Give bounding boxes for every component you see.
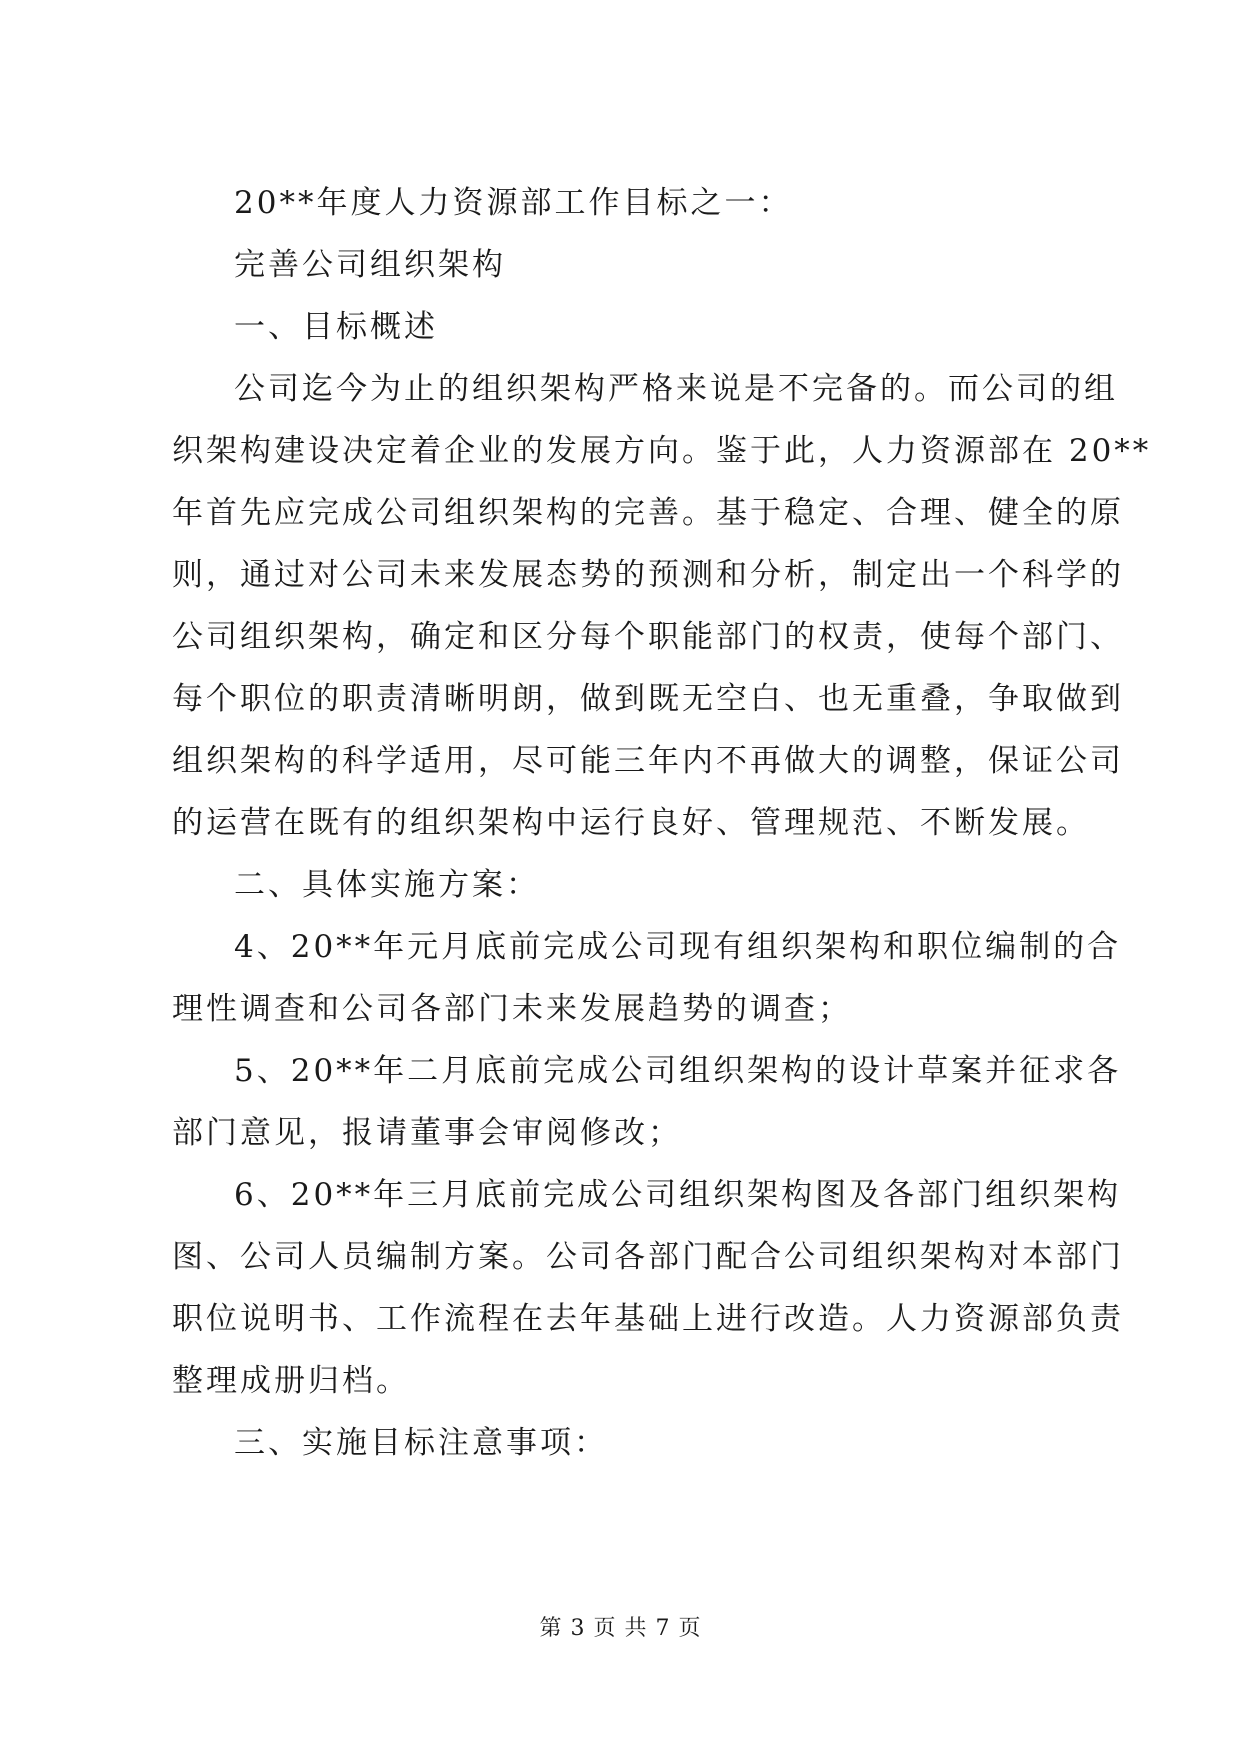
document-body xyxy=(172,172,1152,1474)
section3-heading: 三、实施目标注意事项： xyxy=(234,1425,608,1461)
section1-paragraph-line: 则，通过对公司未来发展态势的预测和分析，制定出一个科学的 xyxy=(172,557,1124,593)
item6-line: 图、公司人员编制方案。公司各部门配合公司组织架构对本部门 xyxy=(172,1239,1124,1275)
section1-paragraph-line: 年首先应完成公司组织架构的完善。基于稳定、合理、健全的原 xyxy=(172,495,1124,531)
section1-paragraph-line: 织架构建设决定着企业的发展方向。鉴于此，人力资源部在 20** xyxy=(172,433,1152,469)
item6-line: 整理成册归档。 xyxy=(172,1363,410,1399)
document-title-line1: 20**年度人力资源部工作目标之一： xyxy=(234,185,793,221)
section1-heading: 一、目标概述 xyxy=(234,309,438,345)
section2-heading: 二、具体实施方案： xyxy=(234,867,540,903)
item5-line: 部门意见，报请董事会审阅修改； xyxy=(172,1115,682,1151)
section1-paragraph-line: 组织架构的科学适用，尽可能三年内不再做大的调整，保证公司 xyxy=(172,743,1124,779)
section1-paragraph-line: 每个职位的职责清晰明朗，做到既无空白、也无重叠，争取做到 xyxy=(172,681,1124,717)
section1-paragraph-line: 的运营在既有的组织架构中运行良好、管理规范、不断发展。 xyxy=(172,805,1090,841)
section1-paragraph-line: 公司迄今为止的组织架构严格来说是不完备的。而公司的组 xyxy=(234,371,1118,407)
item6-line: 6、20**年三月底前完成公司组织架构图及各部门组织架构 xyxy=(234,1177,1122,1213)
item4-line: 理性调查和公司各部门未来发展趋势的调查； xyxy=(172,991,852,1027)
item4-line: 4、20**年元月底前完成公司现有组织架构和职位编制的合 xyxy=(234,929,1122,965)
item6-line: 职位说明书、工作流程在去年基础上进行改造。人力资源部负责 xyxy=(172,1301,1124,1337)
page-number-footer: 第 3 页 共 7 页 xyxy=(539,1616,702,1641)
document-title-line2: 完善公司组织架构 xyxy=(234,247,506,283)
section1-paragraph-line: 公司组织架构，确定和区分每个职能部门的权责，使每个部门、 xyxy=(172,619,1124,655)
item5-line: 5、20**年二月底前完成公司组织架构的设计草案并征求各 xyxy=(234,1053,1122,1089)
